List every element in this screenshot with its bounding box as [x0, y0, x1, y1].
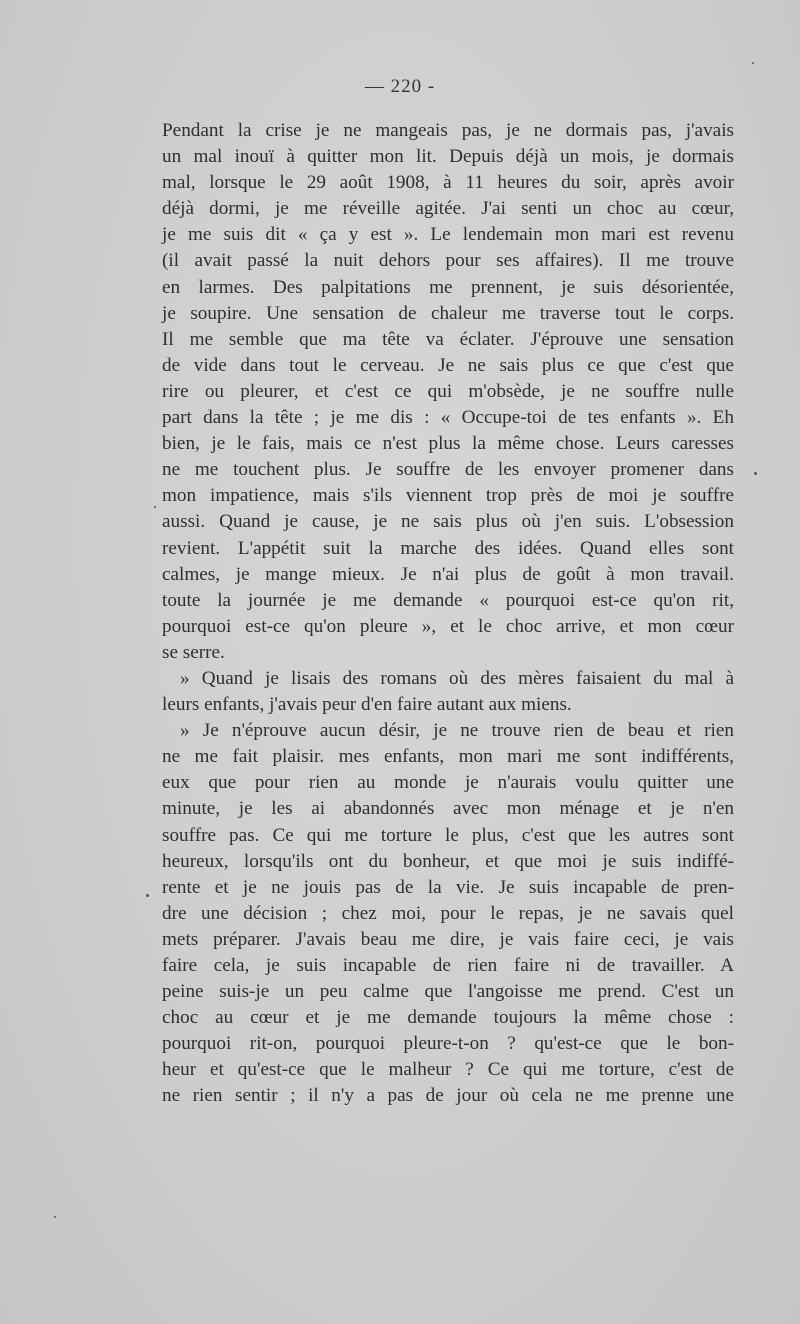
- paragraph: [162, 692, 734, 718]
- text-line: déjà dormi, je me réveille agitée. J'ai senti un choc au cœur,: [162, 198, 734, 220]
- text-line: revient. L'appétit suit la marche des idées. Quand elles sont: [162, 537, 734, 559]
- text-line: Pendant la crise je ne mangeais pas, je ne dormais pas, j'avais: [162, 120, 734, 141]
- text-line: heur et qu'est-ce que le malheur ? Ce qui me torture, c'est de: [162, 1059, 734, 1081]
- text-line: » Quand je lisais des romans où des mères faisaient du mal à: [180, 667, 734, 689]
- text-line: mets préparer. J'avais beau me dire, je vais faire ceci, je vais: [162, 928, 734, 950]
- text-line: faire cela, je suis incapable de rien faire ni de travailler. A: [162, 955, 734, 976]
- text-line: minute, je les ai abandonnés avec mon ménage et je n'en: [162, 798, 734, 820]
- scan-speck: [754, 472, 757, 475]
- scan-speck: [154, 506, 156, 508]
- text-line: ne rien sentir ; il n'y a pas de jour où cela ne me prenne une: [162, 1085, 734, 1107]
- text-line: rente et je ne jouis pas de la vie. Je suis incapable de pren-: [162, 876, 734, 898]
- text-line: choc au cœur et je me demande toujours la même chose :: [162, 1007, 734, 1029]
- paragraph: [162, 118, 734, 666]
- paragraph: [162, 666, 734, 692]
- text-line: toute la journée je me demande « pourquoi est-ce qu'on rit,: [162, 589, 734, 611]
- text-line: en larmes. Des palpitations me prennent, je suis désorientée,: [162, 276, 734, 298]
- text-line: part dans la tête ; je me dis : « Occupe-toi de tes enfants ». Eh: [162, 407, 734, 429]
- text-line: ne me touchent plus. Je souffre de les envoyer promener dans: [162, 459, 734, 481]
- paragraph: [162, 718, 734, 744]
- text-line: leurs enfants, j'avais peur d'en faire autant aux miens.: [162, 694, 572, 716]
- text-line: ne me fait plaisir. mes enfants, mon mari me sont indifférents,: [162, 746, 734, 768]
- text-line: heureux, lorsqu'ils ont du bonheur, et que moi je suis indiffé-: [162, 850, 734, 872]
- text-line: souffre pas. Ce qui me torture le plus, c'est que les autres sont: [162, 824, 734, 846]
- text-line: de vide dans tout le cerveau. Je ne sais plus ce que c'est que: [162, 354, 734, 376]
- scan-speck: [146, 894, 149, 897]
- text-line: peine suis-je un peu calme que l'angoisse me prend. C'est un: [162, 981, 734, 1003]
- text-line: (il avait passé la nuit dehors pour ses affaires). Il me trouve: [162, 250, 734, 272]
- text-line: Il me semble que ma tête va éclater. J'éprouve une sensation: [162, 328, 734, 350]
- text-line: » Je n'éprouve aucun désir, je ne trouve rien de beau et rien: [180, 720, 734, 742]
- text-line: se serre.: [162, 641, 225, 663]
- text-line: mal, lorsque le 29 août 1908, à 11 heures du soir, après avoir: [162, 172, 734, 194]
- text-line: je me suis dit « ça y est ». Le lendemain mon mari est revenu: [162, 224, 734, 246]
- text-line: eux que pour rien au monde je n'aurais voulu quitter une: [162, 772, 734, 794]
- body-text: [162, 118, 734, 1110]
- text-line: dre une décision ; chez moi, pour le repas, je ne savais quel: [162, 902, 734, 924]
- paragraph: [162, 744, 734, 1109]
- text-line: un mal inouï à quitter mon lit. Depuis déjà un mois, je dormais: [162, 146, 734, 168]
- text-line: pourquoi est-ce qu'on pleure », et le choc arrive, et mon cœur: [162, 615, 734, 637]
- scan-speck: [54, 1216, 56, 1218]
- text-line: calmes, je mange mieux. Je n'ai plus de goût à mon travail.: [162, 563, 734, 585]
- text-line: je soupire. Une sensation de chaleur me traverse tout le corps.: [162, 302, 734, 324]
- text-line: pourquoi rit-on, pourquoi pleure-t-on ? qu'est-ce que le bon-: [162, 1033, 734, 1055]
- text-line: rire ou pleurer, et c'est ce qui m'obsède, je ne souffre nulle: [162, 380, 734, 402]
- text-line: aussi. Quand je cause, je ne sais plus où j'en suis. L'obsession: [162, 511, 734, 533]
- scan-speck: [752, 62, 754, 64]
- text-line: bien, je le fais, mais ce n'est plus la même chose. Leurs caresses: [162, 433, 734, 455]
- text-line: mon impatience, mais s'ils viennent trop près de moi je souffre: [162, 485, 734, 507]
- page-number: — 220 -: [364, 76, 436, 97]
